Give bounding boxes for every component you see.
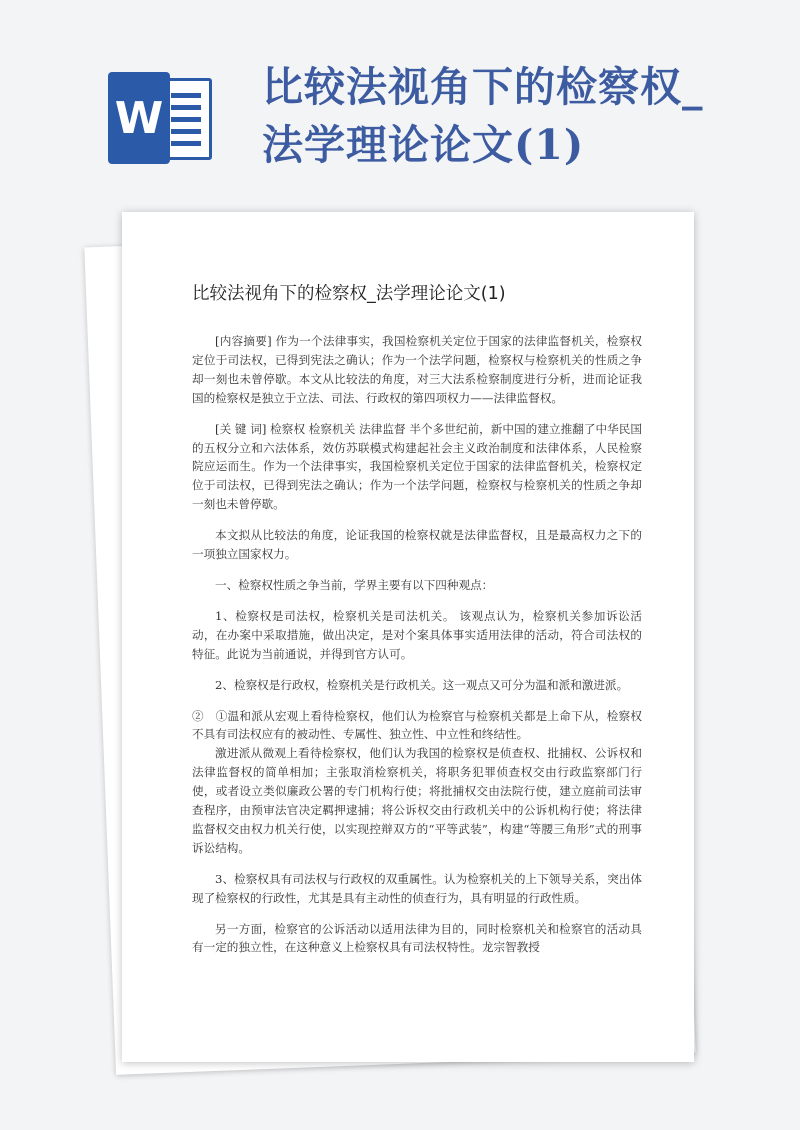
paragraph-view-2: 2、检察权是行政权，检察机关是行政机关。这一观点又可分为温和派和激进派。 — [215, 677, 629, 692]
paragraph-thesis: 本文拟从比较法的角度，论证我国的检察权就是法律监督权，且是最高权力之下的一项独立国家权力。 — [192, 528, 642, 562]
paragraph-keywords: [关 键 词] 检察权 检察机关 法律监督 半个多世纪前，新中国的建立推翻了中华民国的五权分立和六法体系，效仿苏联模式构建起社会主义政治制度和法律体系，人民检察院应运而生。作为一个法律事实，我国检察机关定位于国家的法律监督机关，检察权定位于司法权，已得到宪法之确认；作为一个法学问题，检察权与检察机关的性质之争却一刻也未曾停歇。 — [192, 421, 642, 512]
paragraph-view-3: 3、检察权具有司法权与行政权的双重属性。认为检察机关的上下领导关系，突出体现了检察权的行政性，尤其是具有主动性的侦查行为，具有明显的行政性质。 — [192, 871, 642, 905]
paragraph-other-hand: 另一方面，检察官的公诉活动以适用法律为目的，同时检察机关和检察官的活动具有一定的独立性，在这种意义上检察权具有司法权特性。龙宗智教授 — [192, 921, 642, 955]
document-title: 比较法视角下的检察权_法学理论论文(1) — [192, 284, 506, 304]
paragraph-moderate: ② ①温和派从宏观上看待检察权，他们认为检察官与检察机关都是上命下从，检察权不具有司法权应有的被动性、专属性、独立性、中立性和终结性。 — [192, 708, 642, 742]
word-document-icon — [108, 72, 216, 164]
paragraph-view-1: 1、检察权是司法权，检察机关是司法机关。 该观点认为，检察机关参加诉讼活动，在办案中采取措施，做出决定，是对个案具体事实适用法律的活动，符合司法权的特征。此说为当前通说，并得到官方认可。 — [192, 608, 642, 661]
page-title: 比较法视角下的检察权_法学理论论文(1) — [262, 63, 704, 169]
paragraph-radical: 激进派从微观上看待检察权，他们认为我国的检察权是侦查权、批捕权、公诉权和法律监督权的简单相加；主张取消检察机关，将职务犯罪侦查权交由行政监察部门行使，或者设立类似廉政公署的专门机构行使；将批捕权交由法院行使，建立庭前司法审查程序，由预审法官决定羁押逮捕；将公诉权交由行政机关中的公诉机构行使；将法律监督权交由权力机关行使，以实现控辩双方的“平等武装”，构建“等腰三角形”式的刑事诉讼结构。 — [192, 746, 642, 855]
document-page — [122, 212, 694, 1062]
word-badge: W — [108, 72, 170, 164]
paragraph-section-heading: 一、检察权性质之争当前，学界主要有以下四种观点： — [215, 577, 494, 592]
paragraph-abstract: [内容摘要] 作为一个法律事实，我国检察机关定位于国家的法律监督机关，检察权定位于司法权，已得到宪法之确认；作为一个法学问题，检察权与检察机关的性质之争却一刻也未曾停歇。本文从比较法的角度，对三大法系检察制度进行分析，进而论证我国的检察权是独立于立法、司法、行政权的第四项权力——法律监督权。 — [192, 334, 642, 405]
